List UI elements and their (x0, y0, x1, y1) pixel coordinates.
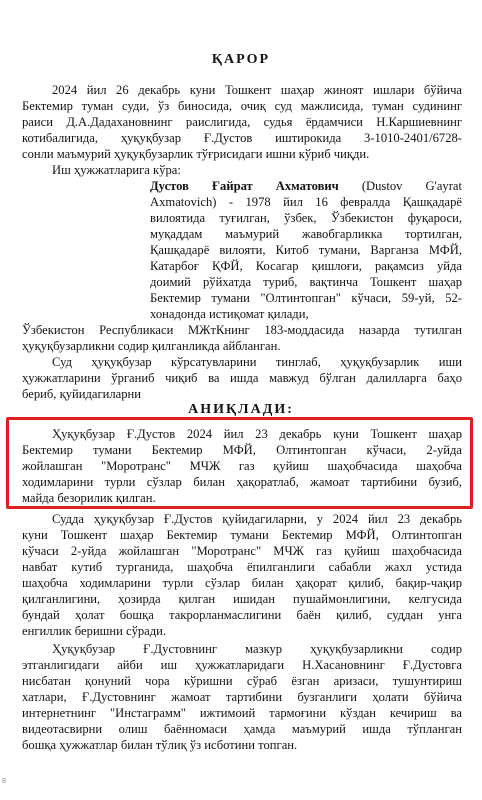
paragraph-8-line: хатлари, Ғ.Дустовнинг жамоат тартибини бузганлиги ҳолати бўйича (22, 690, 462, 704)
paragraph-6-line: майда безорилик қилган. (22, 491, 156, 505)
paragraph-7-line: бундай ҳолат бошқа такрорланмаслигини баён қилиб, суддан унга (22, 608, 462, 622)
paragraph-1-line: Бектемир туман суди, ўз биносида, очиқ суд мажлисида, туман судининг (22, 99, 462, 113)
paragraph-7-line: куни Тошкент шаҳар Бектемир тумани Бектемир МФЙ, Олтинтопган (22, 528, 462, 542)
defendant-name-line (150, 179, 462, 193)
paragraph-3-line: доимий рўйхатда туриб, вақтинча Тошкент шаҳар (150, 275, 462, 289)
paragraph-8-line: интернетнинг "Инстаграмм" ижтимоий тармоғини кўздан кечириш ва (22, 706, 462, 720)
paragraph-5-line: бериб, қуйидагиларни (22, 387, 142, 401)
paragraph-3-line: Катарбоғ ҚФЙ, Косагар қишлоғи, рақамсиз уйда (150, 259, 462, 273)
paragraph-6-line: Бектемир тумани Бектемир МФЙ, Олтинтопган кўчаси, 2-уйда (22, 443, 462, 457)
paragraph-1-line: сонли маъмурий ҳуқуқбузарлик тўғрисидаги ишни кўриб чиқди. (22, 147, 370, 161)
page-number: 8 (2, 778, 6, 785)
paragraph-8-line: видеотасвирни олиш баённомаси ҳамда маъмурий ишда тўпланган (22, 722, 462, 736)
paragraph-8-line: Ҳуқуқбузар Ғ.Дустовнинг мазкур ҳуқуқбузарликни содир (52, 642, 462, 656)
paragraph-8-line: бошқа ҳужжатлар билан тўлиқ ўз исботини топган. (22, 738, 298, 752)
paragraph-3-line: вилоятида туғилган, ўзбек, Ўзбекистон фуқароси, (150, 211, 462, 225)
paragraph-7-line: енгиллик беришни сўради. (22, 624, 167, 638)
paragraph-8-line: этганлигидаги айби иш ҳужжатларидаги Н.Хасановнинг Ғ.Дустовга (22, 658, 462, 672)
defendant-name-latin: (Dustov G'ayrat (338, 179, 462, 193)
paragraph-6-line: ходимларини турли сўзлар билан ҳақоратлаб, жамоат тартибини бузиб, (22, 475, 462, 489)
paragraph-1-line: раиси Д.А.Дадахановнинг раислигида, судья ёрдамчиси Н.Каршиевнинг (22, 115, 462, 129)
paragraph-4-line: Ўзбекистон Республикаси МЖтКнинг 183-моддасида назарда тутилган (22, 323, 462, 337)
paragraph-6-line: жойлашган "Моротранс" МЧЖ газ қуйиш шаҳобчасида шаҳобча (22, 459, 462, 473)
paragraph-3-line: Axmatovich) - 1978 йил 16 февралда Қашқадарё (150, 195, 462, 209)
paragraph-1-line: 2024 йил 26 декабрь куни Тошкент шаҳар жиноят ишлари бўйича (52, 83, 462, 97)
paragraph-7-line: навбат кутиб турганида, шаҳобча ёпилганлиги сабабли жахл устида (22, 560, 462, 574)
paragraph-7-line: шаҳобча ходимларини турли сўзлар билан ҳақорат қилиб, бақир-чақир (22, 576, 462, 590)
paragraph-4-line: ҳуқуқбузарликни содир қилганликда айбланган. (22, 339, 281, 353)
section-heading: АНИҚЛАДИ: (188, 402, 294, 417)
paragraph-3-line: Бектемир тумани "Олтинтопган" кўчаси, 59-уй, 52- (150, 291, 462, 305)
paragraph-7-line: қилганлигини, ҳозирда қилган ишидан пушаймонлигини, келгусида (22, 592, 462, 606)
paragraph-1-line: котибалигида, ҳуқуқбузар Ғ.Дустов иштирокида 3-1010-2401/6728- (22, 131, 462, 145)
paragraph-7-line: кўчаси 2-уйда жойлашган "Моротранс" МЧЖ газ қуйиш шаҳобчасида (22, 544, 462, 558)
document-heading: ҚАРОР (211, 52, 271, 67)
paragraph-3-line: хонадонда истиқомат қилади, (150, 307, 309, 321)
paragraph-3-line: муқаддам маъмурий жавобгарликка тортилган, (150, 227, 462, 241)
paragraph-8-line: нисбатан қонуний чора кўришни сўраб ёзган аризаси, тушунтириш (22, 674, 462, 688)
paragraph-2-line: Иш ҳужжатларига кўра: (52, 163, 181, 177)
paragraph-5-line: Суд ҳуқуқбузар кўрсатувларини тинглаб, ҳуқуқбузарлик иши (52, 355, 462, 369)
paragraph-7-line: Судда ҳуқуқбузар Ғ.Дустов қуйидагиларни, у 2024 йил 23 декабрь (52, 512, 462, 526)
paragraph-5-line: ҳужжатларини ўрганиб чиқиб ва ишда мавжуд бўлган далилларга баҳо (22, 371, 462, 385)
paragraph-3-line: Қашқадарё вилояти, Китоб тумани, Варганза МФЙ, (150, 243, 462, 257)
paragraph-6-line: Ҳуқуқбузар Ғ.Дустов 2024 йил 23 декабрь куни Тошкент шаҳар (52, 427, 462, 441)
defendant-name: Дустов Ғайрат Ахматович (150, 179, 339, 193)
